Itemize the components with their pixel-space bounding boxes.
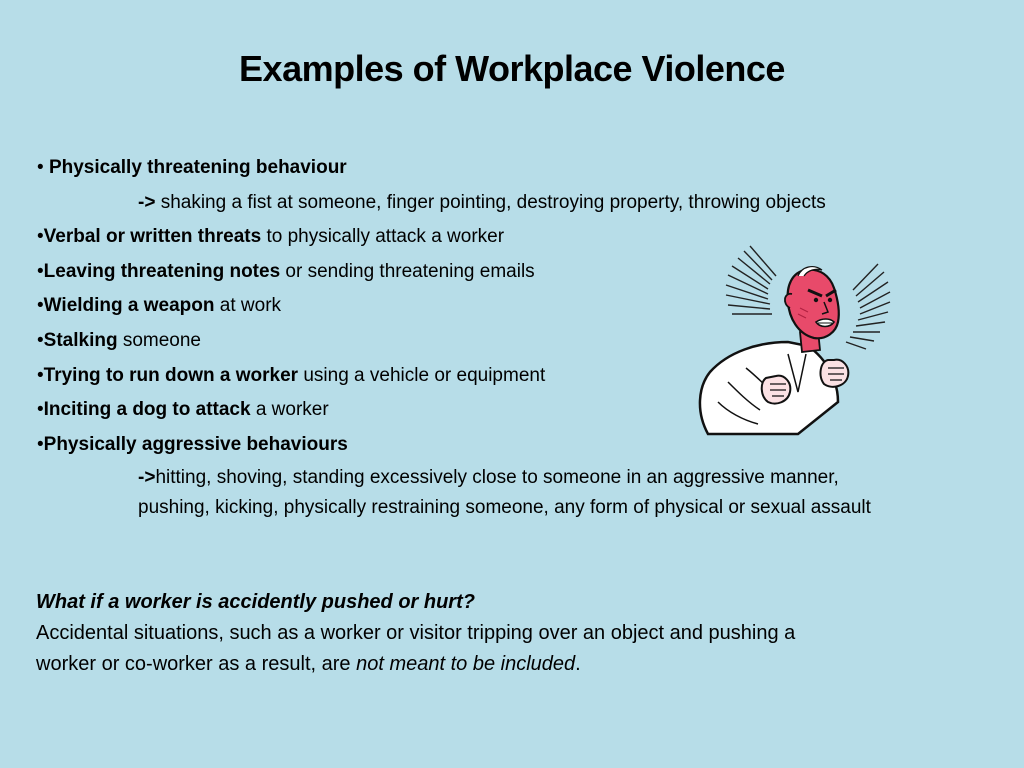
bullet-rest-text: at work	[214, 295, 282, 317]
bullet-bold-text: Trying to run down a worker	[43, 364, 299, 386]
bullet-bold-text: Physically threatening behaviour	[48, 157, 347, 178]
bullet-marker: •	[37, 157, 49, 178]
answer-period: .	[575, 653, 581, 675]
answer-text: worker or co-worker as a result, are	[36, 653, 357, 675]
sub-arrow: ->	[138, 191, 161, 213]
sub-text: shaking a fist at someone, finger pointing, destroying property, throwing objects	[160, 191, 826, 213]
question-heading: What if a worker is accidently pushed or hurt?	[36, 591, 475, 613]
slide-title: Examples of Workplace Violence	[239, 48, 785, 89]
bullet-bold-text: Verbal or written threats	[43, 226, 262, 248]
bullet-rest-text: someone	[117, 329, 202, 351]
bullet-marker: •	[37, 399, 44, 421]
answer-line-1: Accidental situations, such as a worker or visitor tripping over an object and pushing a	[36, 622, 796, 644]
bullet-bold-text: Wielding a weapon	[43, 295, 215, 317]
sub-line-2: pushing, kicking, physically restraining someone, any form of physical or sexual assault	[138, 497, 871, 519]
bullet-marker: •	[37, 226, 44, 248]
bullet-rest-text: to physically attack a worker	[261, 226, 505, 248]
bullet-item	[37, 151, 997, 186]
bullet-bold-text: Inciting a dog to attack	[43, 399, 251, 421]
bullet-rest-text: a worker	[250, 399, 329, 421]
question-block	[36, 587, 996, 680]
answer-italic-text: not meant to be included	[356, 653, 576, 675]
answer-line-2	[36, 649, 996, 680]
sub-bullet-item	[37, 186, 997, 221]
bullet-marker: •	[37, 329, 44, 351]
bullet-marker: •	[37, 295, 44, 317]
angry-man-clipart-icon	[688, 242, 898, 440]
sub-text: hitting, shoving, standing excessively close to someone in an aggressive manner,	[155, 467, 839, 489]
bullet-bold-text: Physically aggressive behaviours	[43, 433, 348, 455]
sub-bullet-block	[37, 463, 997, 523]
bullet-rest-text: or sending threatening emails	[280, 260, 535, 282]
bullet-bold-text: Stalking	[43, 329, 118, 351]
sub-line-1	[138, 463, 997, 493]
bullet-marker: •	[37, 433, 44, 455]
bullet-bold-text: Leaving threatening notes	[43, 260, 281, 282]
sub-arrow: ->	[138, 467, 156, 489]
bullet-marker: •	[37, 364, 44, 386]
bullet-marker: •	[37, 260, 44, 282]
bullet-rest-text: using a vehicle or equipment	[298, 364, 546, 386]
